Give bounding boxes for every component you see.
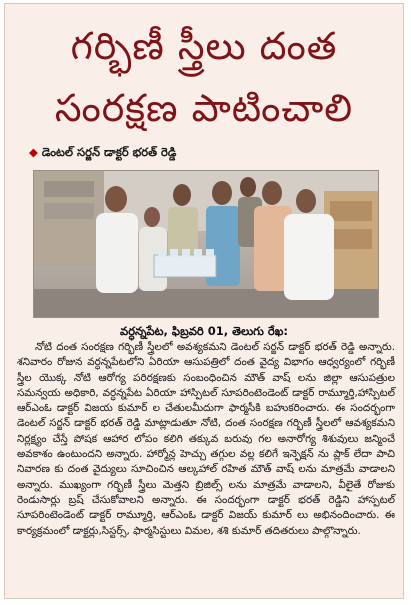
headline-line-2: సంరక్షణ పాటించాలి (54, 86, 354, 130)
byline-text: డెంటల్ సర్జన్ డాక్టర్ భరత్ రెడ్డి (41, 145, 177, 159)
byline (29, 145, 176, 162)
photo-illustration (34, 171, 378, 317)
dateline: వర్ధన్నపేట, ఫిబ్రవరి 01, తెలుగు రేఖ: (120, 324, 288, 338)
headline-line-1: గర్భిణీ స్త్రీలు దంత (70, 24, 338, 68)
news-clipping (4, 3, 404, 599)
article-body: నోటి దంత సంరక్షణ గర్భిణీ స్త్రీలలో అవశ్యకమని డెంటల్ సర్జన్ డాక్టర్ భరత్ రెడ్డి అన్నారు. శనివారం రోజున వర్ధన్నపేటలోని ఏరియా ఆసుపత్రిలో దంత వైద్య విభాగం ఆధ్వర్యంలో గర్భిణీ స్త్రీల యొక్క నోటి ఆరోగ్య పరిరక్షణకు సంబంధించిన మౌత్ వాష్ లను జిల్లా ఆసుపత్రుల సమన్వయ అధికారి, వర్ధన్నపేట ఏరియా హాస్పిటల్ సూపరింటెండెంట్ డాక్టర్ రామ్మూర్తి,హాస్పిటల్ ఆర్ఎంఓ డాక్టర్ విజయ కుమార్ ల చేతులమీదుగా ఫార్మసీకి బహుకరించారు. ఈ సందర్భంగా డెంటల్ సర్జన్ డాక్టర్ భరత్ రెడ్డి మాట్లాడుతూ నోటి, దంత సంరక్షణ గర్భిణీ స్త్రీలలో ఆవశ్యకమని నిర్లక్ష్యం చేస్తే పోషక ఆహార లోపం కలిగి తక్కువ బరువు గల అనారోగ్య శిశువులు జన్మించే అవకాశం ఉంటుందని అన్నారు. హార్మోన్ల హెచ్చు తగ్గుల వల్ల కలిగే ఇన్ఫెక్షన్ ను ప్లాక్ లేదా పాచి నివారణ కు దంత వైద్యులు సూచించిన ఆల్కహాల్ రహిత మౌత్ వాష్ లను మాత్రమే వాడాలని అన్నారు. ముఖ్యంగా గర్భిణీ స్త్రీలు మెత్తని బ్రిజిల్స్ లను మాత్రమే వాడాలని, వీలైతే రోజుకు రెండుసార్లు బ్రష్ చేసుకోవాలని అన్నారు. ఈ సందర్భంగా డాక్టర్ భరత్ రెడ్డిని హాస్పటల్ సూపరింటెండెంట్ డాక్టర్ రామ్మూర్తి, ఆర్ఎంఓ డాక్టర్ విజయ్ కుమార్ లు అభినందించారు. ఈ కార్యక్రమంలో డాక్టర్లు,సిస్టర్స్, ఫార్మసిస్టులు విమల, శశి కుమార్ తదితరులు పాల్గొన్నారు. (17, 341, 396, 537)
bullet-diamond-icon: ◆ (29, 145, 38, 159)
news-photo (33, 170, 379, 318)
